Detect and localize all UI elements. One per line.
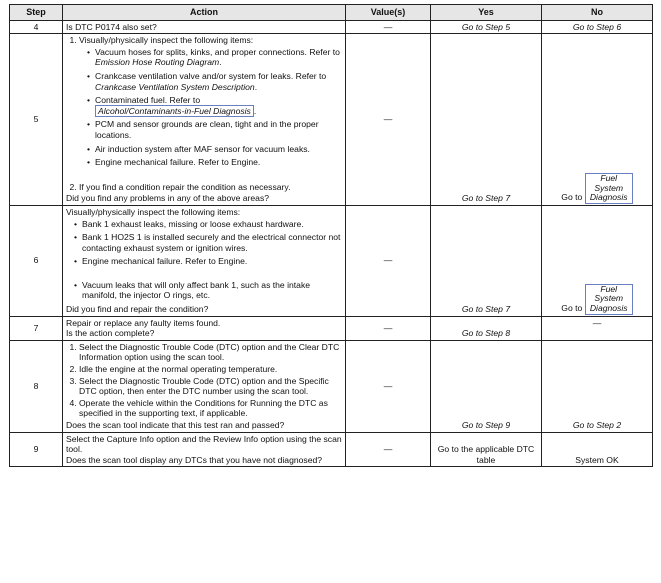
- bullet-item: • Air induction system after MAF sensor for vacuum leaks.: [95, 144, 342, 155]
- header-step: Step: [10, 5, 63, 21]
- action-question: Does the scan tool indicate that this test ran and passed?: [66, 420, 285, 430]
- no-cell: —: [542, 316, 653, 340]
- step-number: 4: [10, 20, 63, 34]
- contaminants-diagnosis-link[interactable]: Alcohol/Contaminants-in-Fuel Diagnosis: [95, 105, 254, 117]
- value-cell: —: [346, 432, 431, 467]
- no-cell: Go to Fuel System Diagnosis: [542, 205, 653, 316]
- no-cell: Go to Step 2: [542, 340, 653, 432]
- table-row-step-4: [10, 20, 653, 34]
- action-item-4: 4. Operate the vehicle within the Conditions for Running the DTC as specified in the supporting text, if applicable.: [79, 398, 342, 419]
- action-cell: Select the Capture Info option and the Review Info option using the scan tool. Does the scan tool display any DTCs that you have not diagnosed?: [63, 432, 346, 467]
- bullet-item: • Contaminated fuel. Refer to Alcohol/Contaminants-in-Fuel Diagnosis .: [95, 95, 342, 116]
- yes-cell: Go to Step 9: [431, 340, 542, 432]
- table-row-step-8: [10, 340, 653, 432]
- step-number: 8: [10, 340, 63, 432]
- yes-cell: Go to the applicable DTC table: [431, 432, 542, 467]
- step-number: 9: [10, 432, 63, 467]
- action-cell: [63, 205, 346, 316]
- value-cell: —: [346, 316, 431, 340]
- yes-cell: Go to Step 5: [431, 20, 542, 34]
- fuel-system-diagnosis-link[interactable]: Fuel System Diagnosis: [585, 173, 633, 204]
- diagnostic-table: [9, 4, 653, 467]
- value-cell: —: [346, 205, 431, 316]
- value-cell: —: [346, 34, 431, 206]
- table-row-step-6: [10, 205, 653, 316]
- action-question: Did you find any problems in any of the above areas?: [66, 193, 270, 204]
- step-number: 7: [10, 316, 63, 340]
- action-item-1: 1. Select the Diagnostic Trouble Code (DTC) option and the Clear DTC Information option using the scan tool.: [79, 342, 342, 363]
- action-cell: [63, 340, 346, 432]
- action-cell: [63, 34, 346, 206]
- no-cell: Go to Step 6: [542, 20, 653, 34]
- action-cell: Repair or replace any faulty items found. Is the action complete?: [63, 316, 346, 340]
- header-values: Value(s): [346, 5, 431, 21]
- header-row: [10, 5, 653, 21]
- yes-cell: Go to Step 8: [431, 316, 542, 340]
- yes-cell: Go to Step 7: [431, 34, 542, 206]
- header-action: Action: [63, 5, 346, 21]
- header-yes: Yes: [431, 5, 542, 21]
- step-number: 6: [10, 205, 63, 316]
- action-cell: Is DTC P0174 also set?: [63, 20, 346, 34]
- bullet-item: • Crankcase ventilation valve and/or system for leaks. Refer to Crankcase Ventilation System Description.: [95, 71, 342, 92]
- value-cell: —: [346, 20, 431, 34]
- emission-hose-link[interactable]: Emission Hose Routing Diagram: [95, 57, 220, 68]
- action-item-2: 2. Idle the engine at the normal operating temperature.: [79, 364, 342, 375]
- bullet-item: • Vacuum leaks that will only affect bank 1, such as the intake manifold, the injector O rings, etc.: [82, 280, 342, 301]
- fuel-system-diagnosis-link[interactable]: Fuel System Diagnosis: [585, 284, 633, 315]
- table-row-step-5: [10, 34, 653, 206]
- action-question: Did you find and repair the condition?: [66, 304, 209, 315]
- table-row-step-7: [10, 316, 653, 340]
- header-no: No: [542, 5, 653, 21]
- value-cell: —: [346, 340, 431, 432]
- bullet-item: • Engine mechanical failure. Refer to Engine.: [82, 256, 342, 267]
- no-cell: System OK: [542, 432, 653, 467]
- bullet-item: • Engine mechanical failure. Refer to Engine.: [95, 157, 342, 168]
- no-cell: Go to Fuel System Diagnosis: [542, 34, 653, 206]
- action-item-2: 2. If you find a condition repair the condition as necessary.: [79, 182, 342, 193]
- bullet-item: • Bank 1 exhaust leaks, missing or loose exhaust hardware.: [82, 219, 342, 230]
- yes-cell: Go to Step 7: [431, 205, 542, 316]
- action-item-1: 1. Visually/physically inspect the following items: • Vacuum hoses for splits, kinks, and proper connections. Refer to Emission Hose Routing Diagram. • Crankcase ventilation valve and/or system for leaks. Refer to Crankcase Ventilation System Description. • Contaminated fuel. Refer to Alcohol/Contaminants-in-Fuel Diagnosis . • PCM and sensor grounds are clean, tight and in the proper locations. • Air induction system after MAF sensor for vacuum leaks. • Engine mechanical failure. Refer to Engine.: [79, 35, 342, 181]
- bullet-item: • Vacuum hoses for splits, kinks, and proper connections. Refer to Emission Hose Routing Diagram.: [95, 47, 342, 68]
- bullet-item: • PCM and sensor grounds are clean, tight and in the proper locations.: [95, 119, 342, 140]
- table-row-step-9: [10, 432, 653, 467]
- action-intro: Visually/physically inspect the following items:: [66, 206, 241, 217]
- bullet-item: • Bank 1 HO2S 1 is installed securely and the electrical connector not contacting exhaust system or ignition wires.: [82, 232, 342, 253]
- crankcase-ventilation-link[interactable]: Crankcase Ventilation System Description: [95, 81, 255, 92]
- step-number: 5: [10, 34, 63, 206]
- action-item-3: 3. Select the Diagnostic Trouble Code (DTC) option and the Specific DTC option, then enter the DTC number using the scan tool.: [79, 376, 342, 397]
